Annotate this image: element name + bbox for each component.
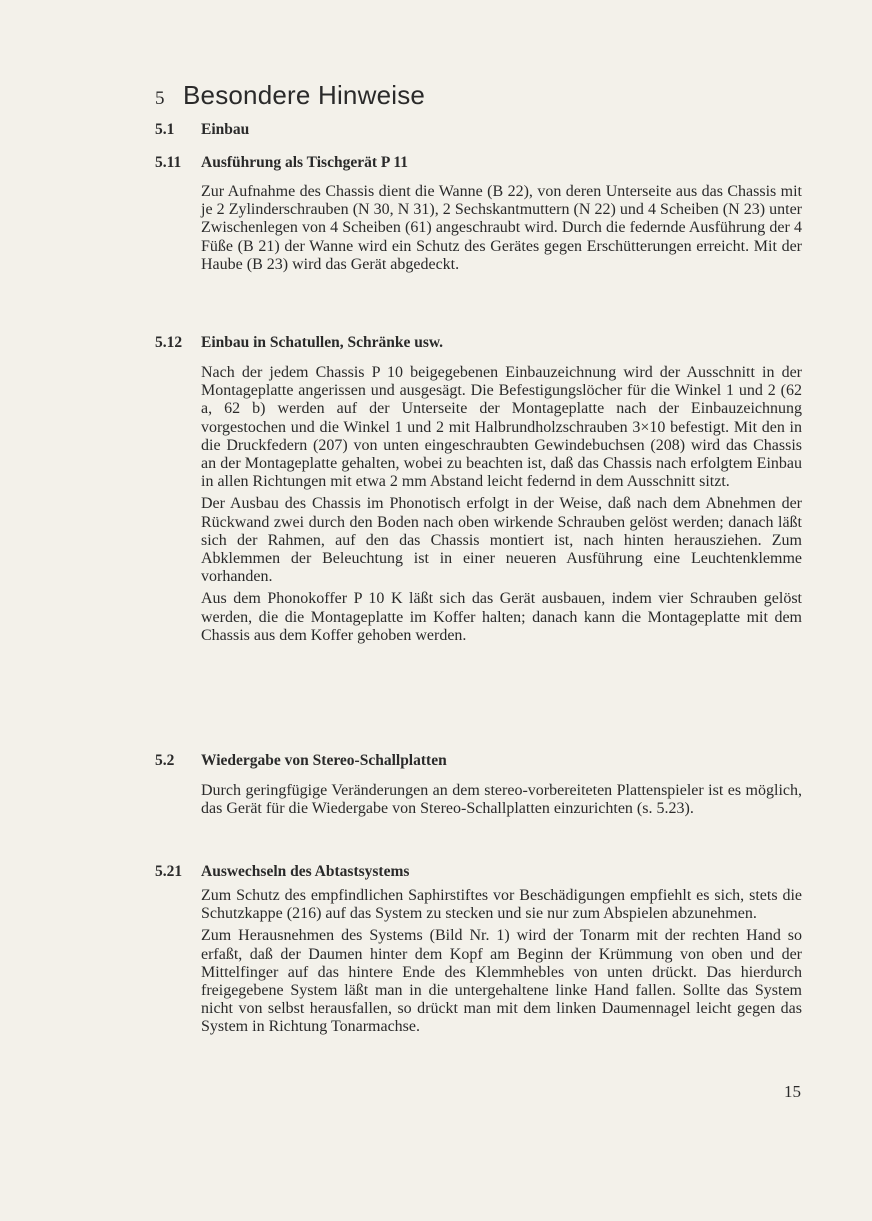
chapter-title: Besondere Hinweise [183, 80, 426, 110]
section-body-5-11 [201, 183, 802, 278]
paragraph: Zum Schutz des empfindlichen Saphirstiftes vor Beschädigungen empfiehlt es sich, stets die Schutzkappe (216) auf das System zu stecken und sie nur zum Abspielen abzunehmen. [201, 887, 802, 923]
paragraph: Nach der jedem Chassis P 10 beigegebenen Einbauzeichnung wird der Ausschnitt in der Montageplatte angerissen und ausgesägt. Die Befestigungslöcher für die Winkel 1 und 2 (62 a, 62 b) werden auf der Unterseite der Montageplatte nach der Einbauzeichnung vorgestochen und die Winkel 1 und 2 mit Halbrundholzschrauben 3×10 befestigt. Mit den in die Druckfedern (207) von unten eingeschraubten Gewindebuchsen (208) wird das Chassis an der Montageplatte gehalten, wobei zu beachten ist, daß das Chassis nach erfolgtem Einbau in allen Richtungen mit etwa 2 mm Abstand leicht federnd in dem Ausschnitt sitzt. [201, 364, 802, 491]
section-body-5-12 [201, 364, 802, 649]
paragraph: Zum Herausnehmen des Systems (Bild Nr. 1) wird der Tonarm mit der rechten Hand so erfaßt, daß der Daumen hinter dem Kopf am Beginn der Krümmung von oben und der Mittelfinger auf das hintere Ende des Klemmhebles von unten drückt. Das hierdurch freigegebene System läßt man in die untergehaltene linke Hand fallen. Sollte das System nicht von selbst herausfallen, so drückt man mit dem linken Daumennagel leicht gegen das System in Richtung Tonarmachse. [201, 927, 802, 1036]
section-title: Auswechseln des Abtastsystems [201, 863, 410, 880]
section-number: 5.21 [155, 863, 183, 880]
paragraph: Zur Aufnahme des Chassis dient die Wanne (B 22), von deren Unterseite aus das Chassis mit je 2 Zylinderschrauben (N 30, N 31), 2 Sechskantmuttern (N 22) und 4 Scheiben (N 23) unter Zwischenlegen von 4 Scheiben (61) angeschraubt wird. Durch die federnde Ausführung der 4 Füße (B 21) der Wanne wird ein Schutz des Gerätes gegen Erschütterungen erreicht. Mit der Haube (B 23) wird das Gerät abgedeckt. [201, 183, 802, 273]
section-heading-5-11 [155, 154, 408, 172]
section-heading-5-1 [155, 121, 249, 139]
section-title: Wiedergabe von Stereo-Schallplatten [201, 752, 447, 769]
section-body-5-21 [201, 887, 802, 1041]
section-number: 5.1 [155, 121, 175, 138]
section-body-5-2 [201, 782, 802, 822]
chapter-heading [155, 80, 425, 111]
page-number: 15 [784, 1082, 801, 1101]
chapter-number: 5 [155, 88, 165, 109]
section-heading-5-2 [155, 752, 447, 770]
section-heading-5-21 [155, 863, 409, 881]
section-title: Einbau in Schatullen, Schränke usw. [201, 334, 444, 351]
section-title: Ausführung als Tischgerät P 11 [201, 154, 409, 171]
section-number: 5.11 [155, 154, 182, 171]
paragraph: Aus dem Phonokoffer P 10 K läßt sich das Gerät ausbauen, indem vier Schrauben gelöst werden, die die Montageplatte im Koffer halten; danach kann die Montageplatte mit dem Chassis aus dem Koffer gehoben werden. [201, 590, 802, 644]
section-heading-5-12 [155, 334, 443, 352]
paragraph: Der Ausbau des Chassis im Phonotisch erfolgt in der Weise, daß nach dem Abnehmen der Rückwand zwei durch den Boden nach oben wirkende Schrauben gelöst werden; danach läßt sich der Rahmen, auf den das Chassis montiert ist, nach hinten herausziehen. Zum Abklemmen der Beleuchtung ist in einer neueren Ausführung eine Leuchtenklemme vorhanden. [201, 495, 802, 586]
section-number: 5.2 [155, 752, 175, 769]
section-number: 5.12 [155, 334, 183, 351]
paragraph: Durch geringfügige Veränderungen an dem stereo-vorbereiteten Plattenspieler ist es möglich, das Gerät für die Wiedergabe von Stereo-Schallplatten einzurichten (s. 5.23). [201, 782, 802, 818]
section-title: Einbau [201, 121, 250, 138]
